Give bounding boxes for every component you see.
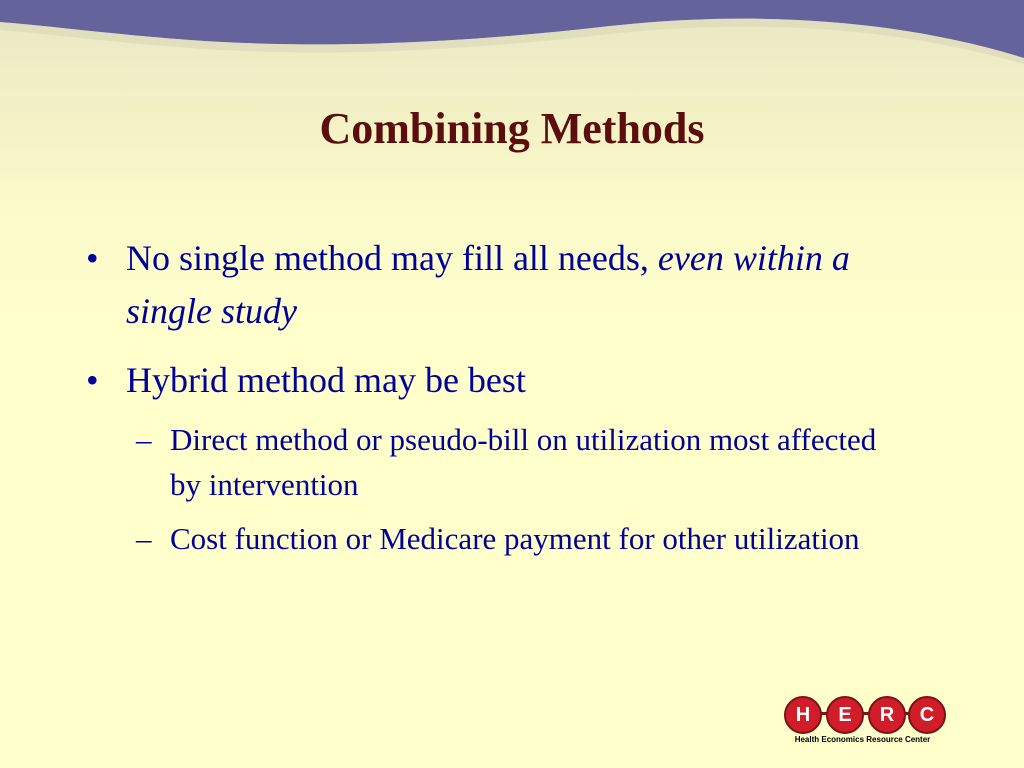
logo-letter-e: E	[826, 696, 864, 734]
bullet-emphasis: even within a single study	[126, 238, 850, 331]
bullet-text: Hybrid method may be best	[126, 360, 526, 400]
logo-circles	[784, 696, 944, 734]
decorative-wave-band	[0, 0, 1024, 70]
sub-bullet-text: Cost function or Medicare payment for other utilization	[170, 521, 860, 556]
logo-letter-r: R	[868, 696, 906, 734]
sub-bullet-text: Direct method or pseudo-bill on utilization most affected by intervention	[170, 422, 877, 502]
sub-bullet-glyph: –	[136, 422, 152, 457]
bullet-list	[80, 232, 910, 576]
bullet-item	[80, 354, 910, 407]
slide-title: Combining Methods	[319, 104, 705, 153]
bullet-text: No single method may fill all needs,	[126, 238, 658, 278]
logo-letter-c: C	[908, 696, 946, 734]
sub-bullet-item	[80, 516, 910, 561]
bullet-item	[80, 232, 910, 338]
herc-logo	[780, 696, 945, 748]
bullet-glyph: •	[86, 360, 99, 400]
logo-letter-h: H	[784, 696, 822, 734]
logo-caption: Health Economics Resource Center	[794, 735, 931, 744]
sub-bullet-glyph: –	[136, 521, 152, 556]
bullet-glyph: •	[86, 238, 99, 278]
sub-bullet-item	[80, 417, 910, 507]
